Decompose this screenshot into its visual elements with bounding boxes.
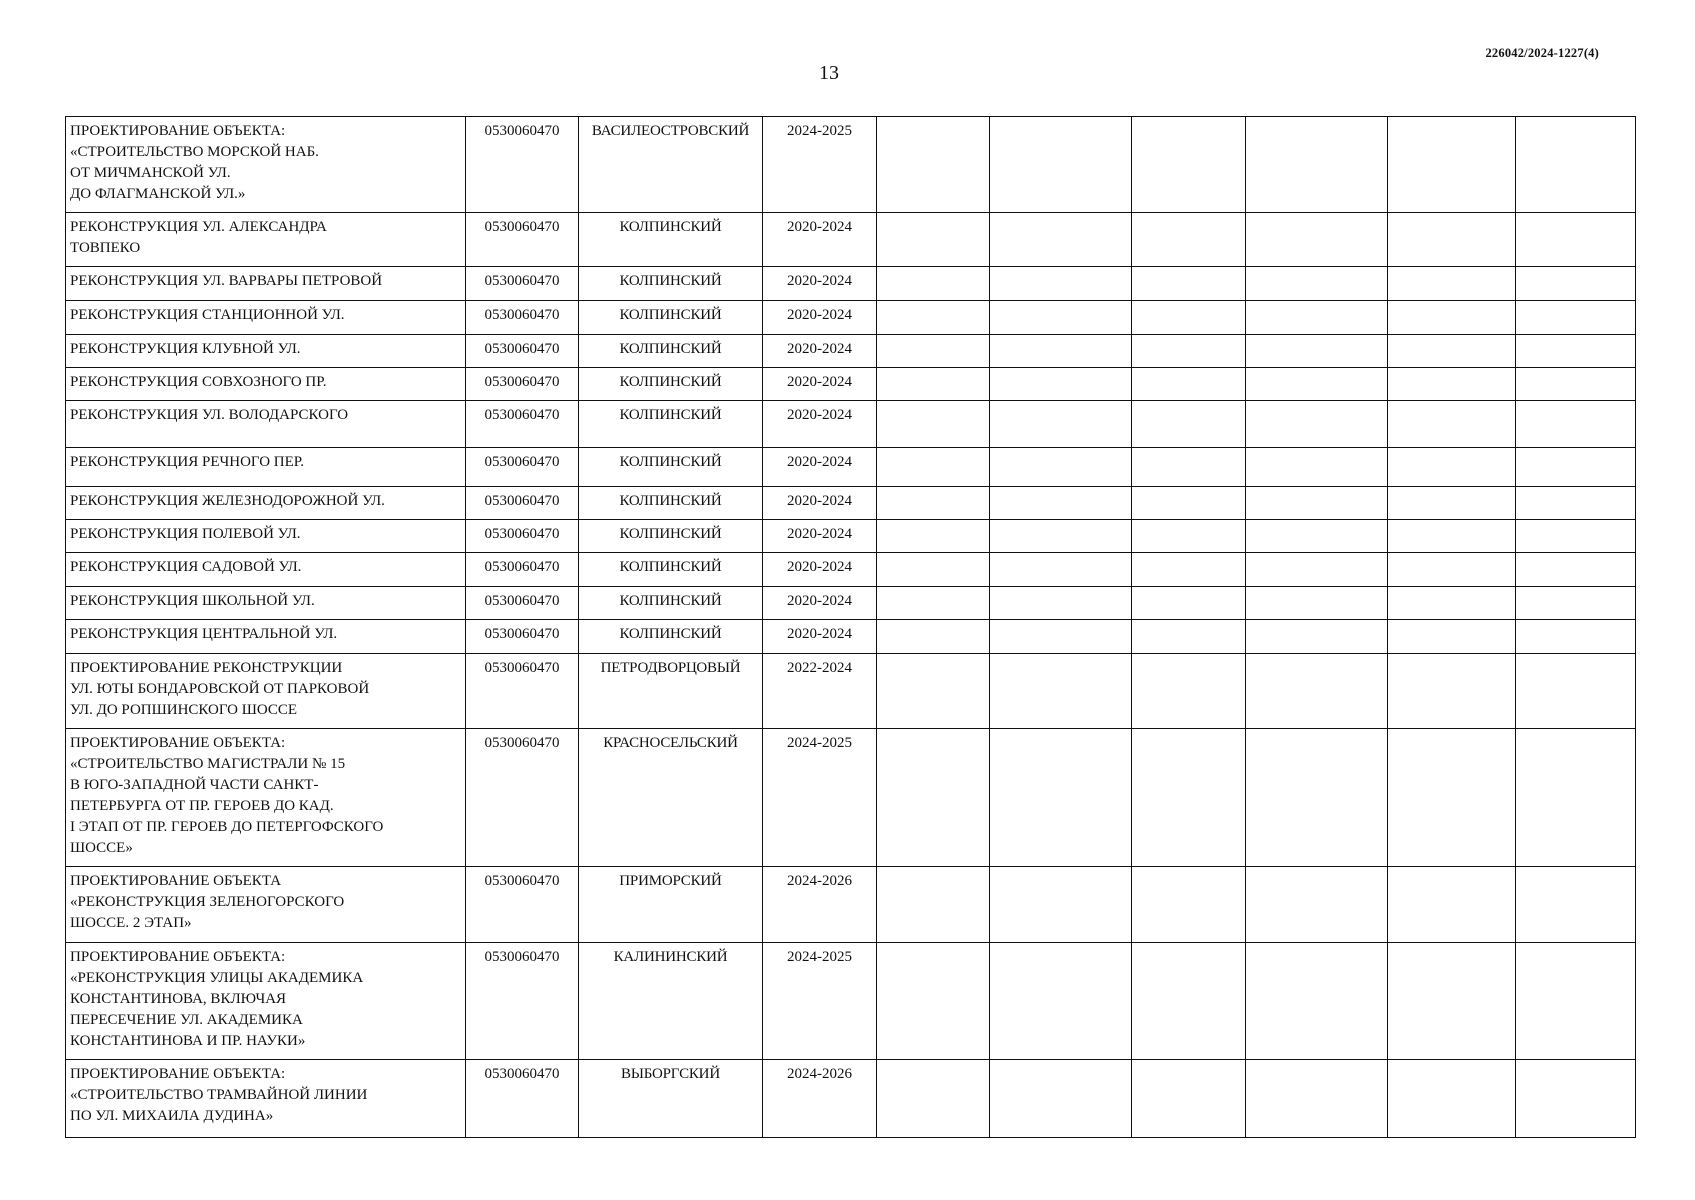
table-row [66,943,1636,1060]
plan-table-body [66,117,1636,1138]
empty-cell [990,448,1132,487]
district-cell: КОЛПИНСКИЙ [579,553,763,587]
empty-cell [1132,368,1246,401]
empty-cell [1132,401,1246,448]
empty-cell [1388,1060,1516,1138]
empty-cell [1388,729,1516,867]
empty-cell [1132,654,1246,729]
table-row [66,729,1636,867]
budget-code-cell: 0530060470 [466,867,579,943]
budget-code-cell: 0530060470 [466,117,579,213]
period-cell: 2020-2024 [763,553,877,587]
table-row [66,448,1636,487]
table-row [66,213,1636,267]
budget-code-cell: 0530060470 [466,401,579,448]
empty-cell [1132,1060,1246,1138]
object-name-cell: РЕКОНСТРУКЦИЯ САДОВОЙ УЛ. [66,553,466,587]
period-cell: 2024-2025 [763,117,877,213]
empty-cell [990,943,1132,1060]
empty-cell [990,213,1132,267]
empty-cell [877,943,990,1060]
period-cell: 2024-2025 [763,943,877,1060]
empty-cell [1516,401,1636,448]
table-row [66,620,1636,654]
empty-cell [990,520,1132,553]
table-row [66,401,1636,448]
object-name-cell: РЕКОНСТРУКЦИЯ КЛУБНОЙ УЛ. [66,335,466,368]
district-cell: КОЛПИНСКИЙ [579,213,763,267]
document-id: 226042/2024-1227(4) [1485,46,1599,60]
table-row [66,520,1636,553]
budget-code-cell: 0530060470 [466,620,579,654]
table-row [66,117,1636,213]
empty-cell [1388,448,1516,487]
plan-table [65,116,1636,1138]
empty-cell [877,620,990,654]
empty-cell [1132,520,1246,553]
empty-cell [990,1060,1132,1138]
object-name-cell: ПРОЕКТИРОВАНИЕ РЕКОНСТРУКЦИИ УЛ. ЮТЫ БОНДАРОВСКОЙ ОТ ПАРКОВОЙ УЛ. ДО РОПШИНСКОГО ШОССЕ [66,654,466,729]
district-cell: ПРИМОРСКИЙ [579,867,763,943]
empty-cell [1132,729,1246,867]
district-cell: КОЛПИНСКИЙ [579,335,763,368]
table-row [66,487,1636,520]
district-cell: КОЛПИНСКИЙ [579,301,763,335]
budget-code-cell: 0530060470 [466,448,579,487]
empty-cell [1246,267,1388,301]
empty-cell [990,487,1132,520]
district-cell: КОЛПИНСКИЙ [579,487,763,520]
empty-cell [1132,943,1246,1060]
district-cell: КОЛПИНСКИЙ [579,368,763,401]
empty-cell [1132,335,1246,368]
empty-cell [1246,654,1388,729]
empty-cell [1516,301,1636,335]
district-cell: КРАСНОСЕЛЬСКИЙ [579,729,763,867]
empty-cell [877,267,990,301]
district-cell: ПЕТРОДВОРЦОВЫЙ [579,654,763,729]
empty-cell [1246,1060,1388,1138]
budget-code-cell: 0530060470 [466,520,579,553]
empty-cell [1388,117,1516,213]
empty-cell [1132,267,1246,301]
empty-cell [990,867,1132,943]
table-row [66,368,1636,401]
period-cell: 2022-2024 [763,654,877,729]
empty-cell [1388,943,1516,1060]
period-cell: 2020-2024 [763,301,877,335]
empty-cell [1516,520,1636,553]
district-cell: КОЛПИНСКИЙ [579,448,763,487]
empty-cell [1388,401,1516,448]
table-row [66,553,1636,587]
empty-cell [1516,1060,1636,1138]
empty-cell [877,654,990,729]
empty-cell [1516,117,1636,213]
empty-cell [1516,943,1636,1060]
empty-cell [877,301,990,335]
object-name-cell: РЕКОНСТРУКЦИЯ ПОЛЕВОЙ УЛ. [66,520,466,553]
empty-cell [1132,448,1246,487]
object-name-cell: РЕКОНСТРУКЦИЯ ШКОЛЬНОЙ УЛ. [66,587,466,620]
empty-cell [1388,301,1516,335]
empty-cell [1388,368,1516,401]
empty-cell [1388,867,1516,943]
empty-cell [877,368,990,401]
table-row [66,301,1636,335]
empty-cell [1246,553,1388,587]
empty-cell [877,553,990,587]
empty-cell [877,520,990,553]
object-name-cell: ПРОЕКТИРОВАНИЕ ОБЪЕКТА: «СТРОИТЕЛЬСТВО МАГИСТРАЛИ № 15 В ЮГО-ЗАПАДНОЙ ЧАСТИ САНКТ- ПЕТЕРБУРГА ОТ ПР. ГЕРОЕВ ДО КАД. I ЭТАП ОТ ПР. ГЕРОЕВ ДО ПЕТЕРГОФСКОГО ШОССЕ» [66,729,466,867]
empty-cell [1516,620,1636,654]
district-cell: КОЛПИНСКИЙ [579,620,763,654]
empty-cell [1246,335,1388,368]
empty-cell [1246,587,1388,620]
object-name-cell: ПРОЕКТИРОВАНИЕ ОБЪЕКТА «РЕКОНСТРУКЦИЯ ЗЕЛЕНОГОРСКОГО ШОССЕ. 2 ЭТАП» [66,867,466,943]
empty-cell [1246,448,1388,487]
district-cell: ВАСИЛЕОСТРОВСКИЙ [579,117,763,213]
period-cell: 2020-2024 [763,335,877,368]
empty-cell [1132,487,1246,520]
empty-cell [1132,117,1246,213]
empty-cell [1388,553,1516,587]
empty-cell [1132,301,1246,335]
period-cell: 2020-2024 [763,487,877,520]
empty-cell [1388,587,1516,620]
period-cell: 2020-2024 [763,401,877,448]
empty-cell [1388,213,1516,267]
table-row [66,867,1636,943]
empty-cell [1246,401,1388,448]
empty-cell [1516,587,1636,620]
budget-code-cell: 0530060470 [466,1060,579,1138]
empty-cell [1132,553,1246,587]
budget-code-cell: 0530060470 [466,487,579,520]
district-cell: КАЛИНИНСКИЙ [579,943,763,1060]
empty-cell [1246,867,1388,943]
empty-cell [1516,267,1636,301]
budget-code-cell: 0530060470 [466,553,579,587]
empty-cell [877,213,990,267]
empty-cell [877,587,990,620]
empty-cell [990,553,1132,587]
empty-cell [1246,620,1388,654]
object-name-cell: РЕКОНСТРУКЦИЯ РЕЧНОГО ПЕР. [66,448,466,487]
empty-cell [990,620,1132,654]
empty-cell [1132,867,1246,943]
empty-cell [1388,520,1516,553]
empty-cell [990,654,1132,729]
period-cell: 2024-2026 [763,867,877,943]
object-name-cell: РЕКОНСТРУКЦИЯ СОВХОЗНОГО ПР. [66,368,466,401]
empty-cell [1388,335,1516,368]
empty-cell [1516,448,1636,487]
empty-cell [1246,301,1388,335]
empty-cell [990,587,1132,620]
period-cell: 2024-2025 [763,729,877,867]
empty-cell [877,335,990,368]
empty-cell [1516,729,1636,867]
object-name-cell: ПРОЕКТИРОВАНИЕ ОБЪЕКТА: «РЕКОНСТРУКЦИЯ УЛИЦЫ АКАДЕМИКА КОНСТАНТИНОВА, ВКЛЮЧАЯ ПЕРЕСЕЧЕНИЕ УЛ. АКАДЕМИКА КОНСТАНТИНОВА И ПР. НАУКИ» [66,943,466,1060]
table-row [66,1060,1636,1138]
empty-cell [990,401,1132,448]
empty-cell [1516,867,1636,943]
empty-cell [1246,520,1388,553]
empty-cell [1132,620,1246,654]
object-name-cell: РЕКОНСТРУКЦИЯ СТАНЦИОННОЙ УЛ. [66,301,466,335]
empty-cell [1516,368,1636,401]
table-row [66,587,1636,620]
budget-code-cell: 0530060470 [466,267,579,301]
empty-cell [1246,729,1388,867]
empty-cell [877,448,990,487]
district-cell: КОЛПИНСКИЙ [579,401,763,448]
period-cell: 2020-2024 [763,267,877,301]
period-cell: 2020-2024 [763,620,877,654]
period-cell: 2020-2024 [763,448,877,487]
empty-cell [1246,487,1388,520]
object-name-cell: РЕКОНСТРУКЦИЯ ЖЕЛЕЗНОДОРОЖНОЙ УЛ. [66,487,466,520]
empty-cell [990,267,1132,301]
empty-cell [1516,213,1636,267]
empty-cell [990,301,1132,335]
empty-cell [1132,587,1246,620]
empty-cell [877,401,990,448]
object-name-cell: РЕКОНСТРУКЦИЯ ЦЕНТРАЛЬНОЙ УЛ. [66,620,466,654]
district-cell: КОЛПИНСКИЙ [579,587,763,620]
budget-code-cell: 0530060470 [466,213,579,267]
period-cell: 2020-2024 [763,213,877,267]
page-number: 13 [819,62,839,84]
empty-cell [1516,335,1636,368]
empty-cell [990,335,1132,368]
empty-cell [877,487,990,520]
empty-cell [1132,213,1246,267]
district-cell: КОЛПИНСКИЙ [579,520,763,553]
empty-cell [990,368,1132,401]
empty-cell [1388,620,1516,654]
empty-cell [990,117,1132,213]
empty-cell [1246,117,1388,213]
empty-cell [1246,213,1388,267]
table-row [66,335,1636,368]
empty-cell [1388,654,1516,729]
budget-code-cell: 0530060470 [466,335,579,368]
budget-code-cell: 0530060470 [466,301,579,335]
object-name-cell: ПРОЕКТИРОВАНИЕ ОБЪЕКТА: «СТРОИТЕЛЬСТВО ТРАМВАЙНОЙ ЛИНИИ ПО УЛ. МИХАИЛА ДУДИНА» [66,1060,466,1138]
empty-cell [1516,654,1636,729]
empty-cell [877,1060,990,1138]
budget-code-cell: 0530060470 [466,587,579,620]
empty-cell [1516,487,1636,520]
period-cell: 2020-2024 [763,587,877,620]
empty-cell [1388,267,1516,301]
period-cell: 2020-2024 [763,368,877,401]
object-name-cell: РЕКОНСТРУКЦИЯ УЛ. АЛЕКСАНДРА ТОВПЕКО [66,213,466,267]
empty-cell [877,729,990,867]
object-name-cell: ПРОЕКТИРОВАНИЕ ОБЪЕКТА: «СТРОИТЕЛЬСТВО МОРСКОЙ НАБ. ОТ МИЧМАНСКОЙ УЛ. ДО ФЛАГМАНСКОЙ УЛ.» [66,117,466,213]
empty-cell [1246,943,1388,1060]
period-cell: 2024-2026 [763,1060,877,1138]
budget-code-cell: 0530060470 [466,943,579,1060]
budget-code-cell: 0530060470 [466,729,579,867]
period-cell: 2020-2024 [763,520,877,553]
empty-cell [1388,487,1516,520]
budget-code-cell: 0530060470 [466,654,579,729]
object-name-cell: РЕКОНСТРУКЦИЯ УЛ. ВАРВАРЫ ПЕТРОВОЙ [66,267,466,301]
empty-cell [877,867,990,943]
empty-cell [990,729,1132,867]
empty-cell [1516,553,1636,587]
district-cell: ВЫБОРГСКИЙ [579,1060,763,1138]
table-row [66,267,1636,301]
object-name-cell: РЕКОНСТРУКЦИЯ УЛ. ВОЛОДАРСКОГО [66,401,466,448]
district-cell: КОЛПИНСКИЙ [579,267,763,301]
empty-cell [1246,368,1388,401]
table-row [66,654,1636,729]
budget-code-cell: 0530060470 [466,368,579,401]
empty-cell [877,117,990,213]
